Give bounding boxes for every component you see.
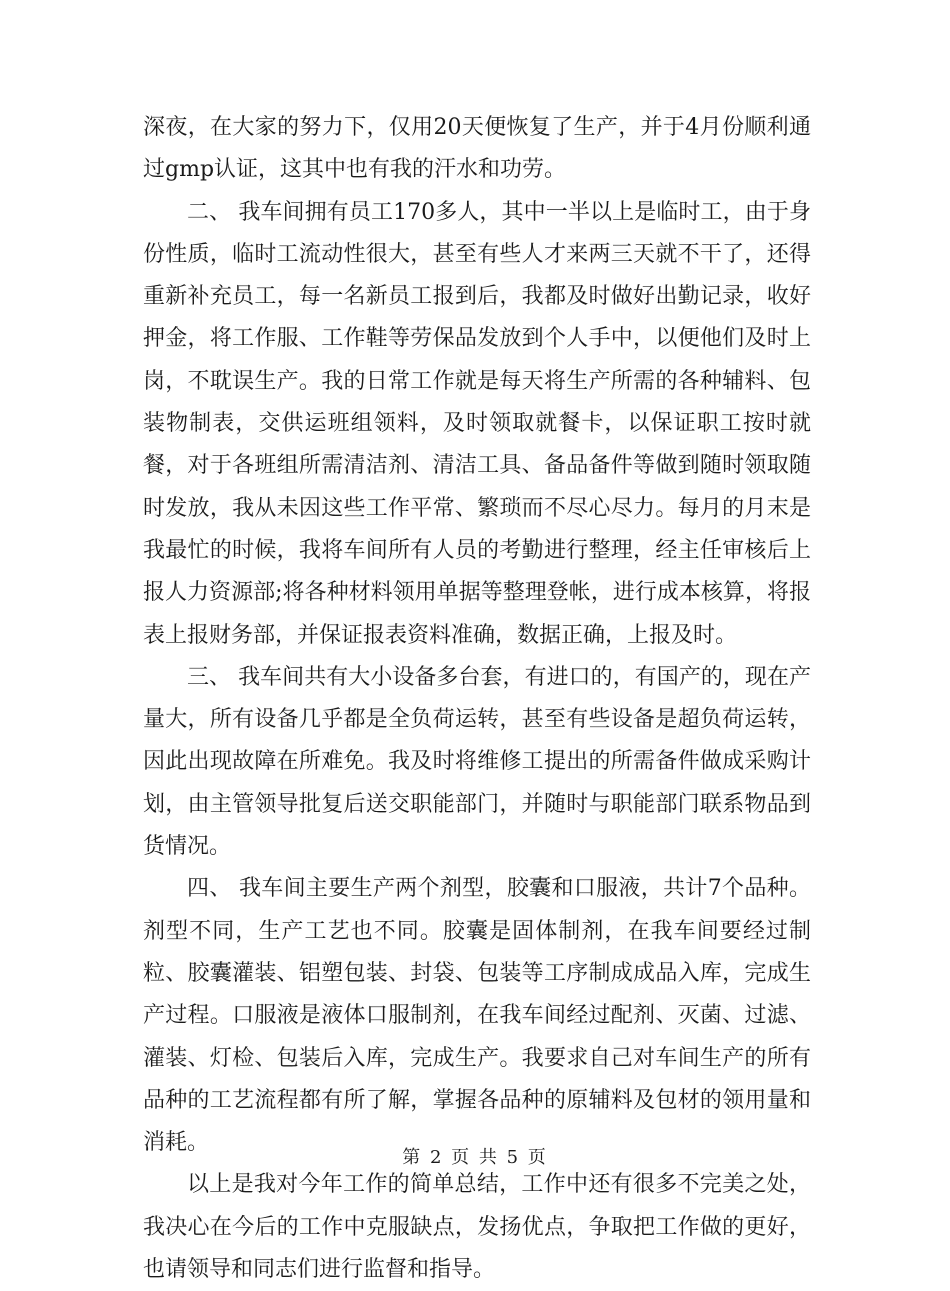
page-number-footer: 第 2 页 共 5 页 <box>402 1147 548 1168</box>
paragraph-section-3: 三、 我车间共有大小设备多台套，有进口的，有国产的，现在产量大，所有设备几乎都是全负荷运转，甚至有些设备是超负荷运转，因此出现故障在所难免。我及时将维修工提出的所需备件做成采购计划，由主管领导批复后送交职能部门，并随时与职能部门联系物品到货情况。 <box>143 664 811 860</box>
paragraph-section-4: 四、 我车间主要生产两个剂型，胶囊和口服液，共计7个品种。剂型不同，生产工艺也不同。胶囊是固体制剂，在我车间要经过制粒、胶囊灌装、铝塑包装、封袋、包装等工序制成成品入库，完成生产过程。口服液是液体口服制剂，在我车间经过配剂、灭菌、过滤、灌装、灯检、包装后入库，完成生产。我要求自己对车间生产的所有品种的工艺流程都有所了解，掌握各品种的原辅料及包材的领用量和消耗。 <box>143 876 811 1156</box>
document-body <box>143 107 811 1291</box>
paragraph-conclusion: 以上是我对今年工作的简单总结，工作中还有很多不完美之处，我决心在今后的工作中克服缺点，发扬优点，争取把工作做的更好，也请领导和同志们进行监督和指导。 <box>143 1172 811 1283</box>
paragraph-section-2: 二、 我车间拥有员工170多人，其中一半以上是临时工，由于身份性质，临时工流动性很大，甚至有些人才来两三天就不干了，还得重新补充员工，每一名新员工报到后，我都及时做好出勤记录，收好押金，将工作服、工作鞋等劳保品发放到个人手中，以便他们及时上岗，不耽误生产。我的日常工作就是每天将生产所需的各种辅料、包装物制表，交供运班组领料，及时领取就餐卡，以保证职工按时就餐，对于各班组所需清洁剂、清洁工具、备品备件等做到随时领取随时发放，我从未因这些工作平常、繁琐而不尽心尽力。每月的月末是我最忙的时候，我将车间所有人员的考勤进行整理，经主任审核后上报人力资源部;将各种材料领用单据等整理登帐，进行成本核算，将报表上报财务部，并保证报表资料准确，数据正确，上报及时。 <box>143 199 811 648</box>
paragraph-continuation: 深夜，在大家的努力下，仅用20天便恢复了生产，并于4月份顺利通过gmp认证，这其中也有我的汗水和功劳。 <box>143 115 811 183</box>
